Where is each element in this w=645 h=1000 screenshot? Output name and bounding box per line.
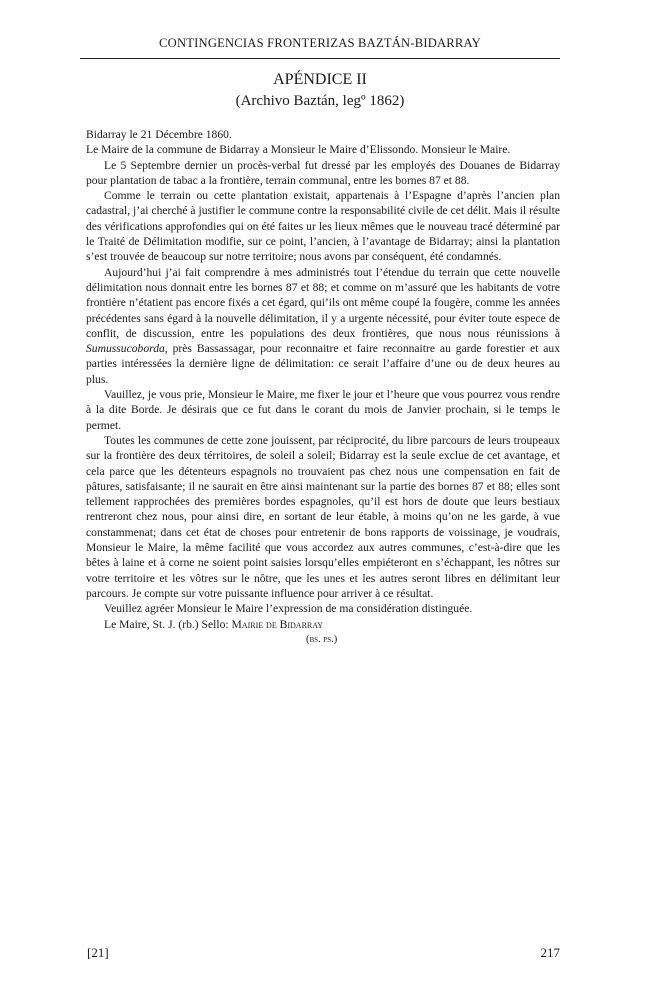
paragraph-3-text-b: , près Bassassagar, pour reconnaitre et faire reconnaitre au garde forestier et aux parties intéressées la dernière ligne de délimitation: ce serait l’affaire d’une ou de deux heures au plus. — [86, 342, 560, 386]
paragraph-3-text-a: Aujourd’hui j’ai fait comprendre à mes administrés tout l’étendue du terrain que cette nouvelle délimitation nous donnait entre les bornes 87 et 88; et comme on m’assuré que les habitants de votre frontière n’étatient pas encore fixés a cet égard, qui’ils ont même coupé la fougère, comme les années précédentes sans égard à la nouvelle délimitation, il y a urgente nécessité, pour éviter toute espece de conflit, de discussion, entre les populations des deux frontières, que nous nous réunissions à — [86, 265, 560, 340]
paragraph-1: Le 5 Septembre dernier un procès-verbal fut dressé par les employés des Douanes de Bidarray pour plantation de tabac a la frontière, terrain communal, entre les bornes 87 et 88. — [86, 158, 560, 187]
seal-abbreviation: (bs. ps.) — [306, 633, 338, 645]
signature-text: Le Maire, St. J. (rb.) Sello: — [104, 617, 232, 631]
paragraph-6: Veuillez agréer Monsieur le Maire l’expression de ma considération distinguée. — [104, 602, 473, 616]
page-number: 217 — [540, 945, 560, 960]
place-name: Sumussucoborda — [86, 342, 165, 356]
seal-text: Mairie de Bidarray — [231, 617, 324, 631]
paragraph-2: Comme le terrain ou cette plantation existait, appartenais à l’Espagne d’après l’ancien plan cadastral, j’ai cherché à justifier le commune contre la responsabilité civile de cet délit. Mais il résulte des vérifications approfondies qui on été faites ur les lieux mêmes que le nouveau tracé déterminé par le Traité de Délimitation modifie, sur ce point, l’ancien, à l’avantage de Bidarray; ainsi la plantation s’est trouvée de beaucoup sur notre territoire; nous avons par conséquent, été condamnés. — [86, 189, 560, 264]
paragraph-3 — [86, 265, 560, 387]
signature-line — [86, 617, 560, 632]
appendix-title: APÉNDICE II — [273, 71, 367, 88]
appendix-subtitle: (Archivo Baztán, legº 1862) — [235, 93, 405, 109]
letter-address: Le Maire de la commune de Bidarray a Monsieur le Maire d’Elissondo. Monsieur le Maire. — [86, 143, 511, 157]
letter-date: Bidarray le 21 Décembre 1860. — [86, 128, 232, 141]
footer-left-number: [21] — [87, 945, 109, 960]
running-head: CONTINGENCIAS FRONTERIZAS BAZTÁN-BIDARRAY — [159, 36, 481, 50]
header-rule — [80, 58, 560, 59]
paragraph-4: Vauillez, je vous prie, Monsieur le Maire, me fixer le jour et l’heure que vous pourrez vous rendre à la dite Borde. Je désirais que ce fut dans le corant du mois de Janvier prochain, si le temps le permet. — [86, 388, 560, 432]
letter-body — [86, 127, 560, 648]
paragraph-5: Toutes les communes de cette zone jouissent, par réciprocité, du libre parcours de leurs troupeaux sur la frontière des deux térritoires, de soleil a soleil; Bidarray est la seule exclue de cet avantage, et cela parce que les détenteurs espagnols no trouvaient pas chez nous une compensation en fait de pâtures, satisfaisante; il ne saurait en être ainsi maintenant sur la partie des bornes 87 et 88; elles sont tellement rapprochées des premières bordes espagnoles, qu’il est hors de doute que leurs bestiaux rentreront chez nous, pour ainsi dire, en sortant de leur étable, à moins qu’on ne les garde, à vue constammenat; dans cet état de choses pour entretenir de bons rapports de voissinage, je voudrais, Monsieur le Maire, la même facilité que vous accordez aux autres communes, c’est-à-dire que les bêtes à laine et à corne ne soient point saisies lorsqu’elles empiéteront en s’échappant, les nôtres sur votre territoire et les vôtres sur le nôtre, que les unes et les autres seront libres en délimitant leur parcours. Je compte sur votre puissante influence pour arriver à ce résultat. — [86, 433, 560, 600]
